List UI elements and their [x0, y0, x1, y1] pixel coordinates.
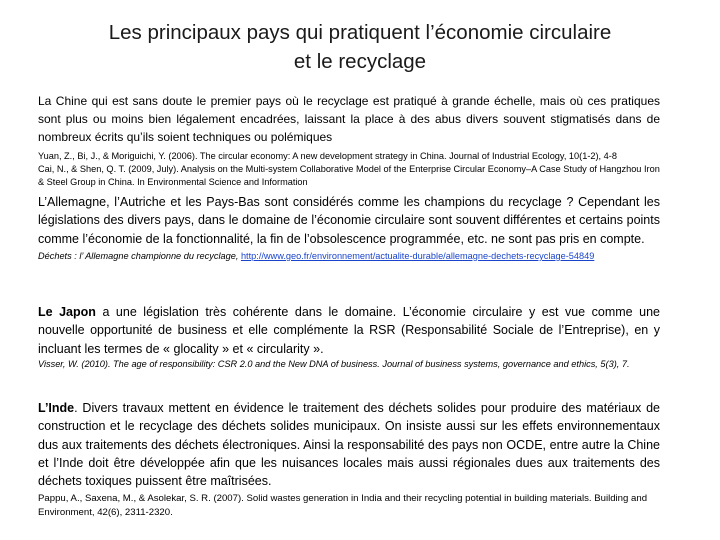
section-text [38, 399, 660, 490]
reference: Pappu, A., Saxena, M., & Asolekar, S. R. (2007). Solid wastes generation in India and their recycling potential in building materials. Building and Environment, 42(6), 2311-2320. [38, 493, 648, 519]
title-line-1: Les principaux pays qui pratiquent l’économie circulaire [108, 21, 612, 44]
section-text: L’Allemagne, l’Autriche et les Pays-Bas sont considérés comme les champions du recyclage ? Cependant les législations des divers pays, dans le domaine de l’économie circulaire sont souvent différentes et certains points comme l’économie de la fonctionnalité, la fin de l’obsolescence programmée, etc. ne sont pas pris en compte. [38, 195, 660, 246]
reference-1: Yuan, Z., Bi, J., & Moriguichi, Y. (2006). The circular economy: A new development strategy in China. Journal of Industrial Ecology, 10(1‐2), 4‐8 [38, 151, 617, 161]
page-title [0, 18, 720, 76]
reference-text: Déchets : l’ Allemagne championne du recyclage, [38, 250, 239, 261]
section-body: a une législation très cohérente dans le domaine. L’économie circulaire y est vue comme une nouvelle opportunité de business et elle complémente la RSR (Responsabilité Sociale de l’Entreprise), en y incluant les termes de « glocality » et « circularity ». [38, 305, 660, 356]
reference [38, 358, 660, 371]
country-name: L’Inde [38, 401, 75, 415]
reference-2: Cai, N., & Shen, Q. T. (2009, July). Analysis on the Multi‐system Collaborative Model of the Enterprise Circular Economy–A Case Study of Hangzhou Iron & Steel Group in China. In Environmental Science and Information [38, 164, 660, 187]
country-name: Le Japon [38, 305, 96, 319]
section-china [38, 92, 660, 189]
section-text [38, 303, 660, 358]
section-text: La Chine qui est sans doute le premier pays où le recyclage est pratiqué à grande échelle, mais où ces pratiques sont plus ou moins bien légalement encadrées, laissant la place à des abus divers souvent stigmatisés dans de nombreux écrits qu’ils soient techniques ou polémiques [38, 94, 660, 144]
section-japan [38, 303, 660, 371]
reference [38, 250, 660, 263]
section-body: . Divers travaux mettent en évidence le traitement des déchets solides pour produire des matériaux de construction et le recyclage des déchets solides municipaux. On insiste aussi sur les effets environnementaux dus aux traitements des déchets électroniques. Ainsi la responsabilité des pays non OCDE, entre autre la Chine et l’Inde doit être développée afin que les nuisances locales mais aussi régionales dues aux traitements des déchets toxiques puissent être maîtrisées. [38, 401, 660, 489]
reference-link[interactable]: http://www.geo.fr/environnement/actualite-durable/allemagne-dechets-recyclage-54849 [240, 250, 595, 261]
section-germany [38, 193, 660, 263]
reference-text: Visser, W. (2010). The age of responsibility: CSR 2.0 and the New DNA of business. Journal of business systems, governance and ethics, 5(3), 7. [38, 358, 630, 369]
title-line-2: et le recyclage [293, 50, 427, 73]
section-india [38, 399, 660, 520]
